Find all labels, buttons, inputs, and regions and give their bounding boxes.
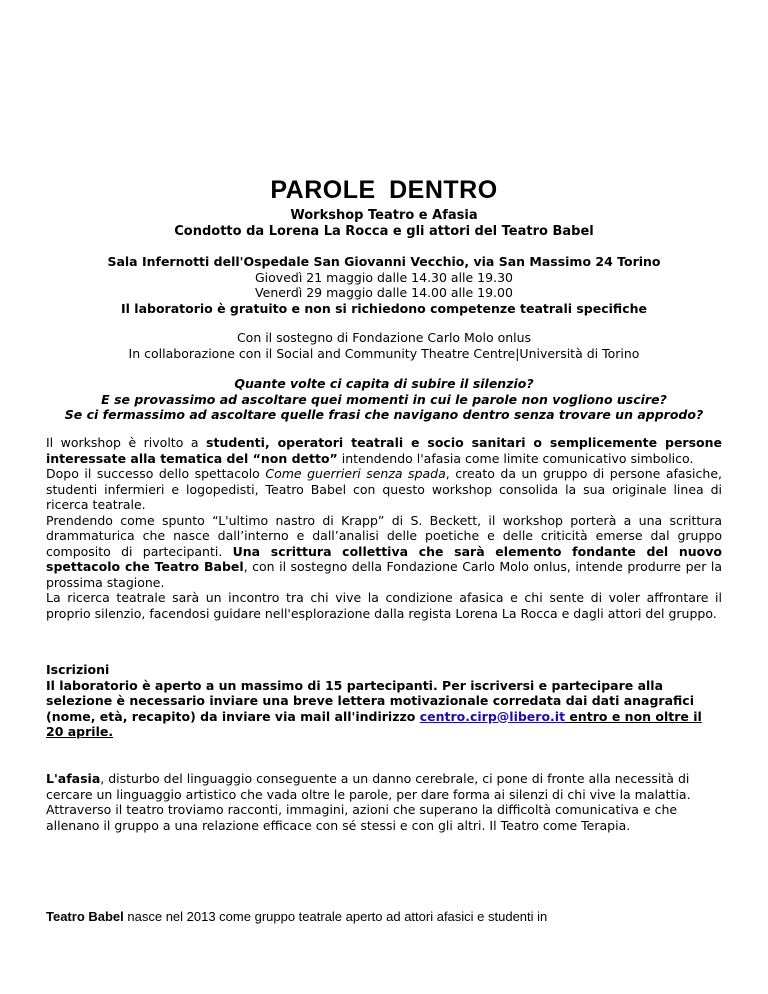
- afasia-paragraph: [46, 771, 722, 833]
- iscrizioni-deadline: entro e non oltre il 20 aprile.: [46, 708, 702, 739]
- intro-p2-tail: , creato da un gruppo di persone afasiche, studenti infermieri e logopedisti, Teatro Babel con questo workshop consolida la sua originale linea di ricerca teatrale.: [46, 466, 722, 512]
- intro-paragraph-2: [46, 466, 722, 513]
- intro-p2-text: Dopo il successo dello spettacolo: [46, 466, 266, 481]
- iscrizioni-section: [46, 662, 722, 740]
- afasia-text: , disturbo del linguaggio conseguente a un danno cerebrale, ci pone di fronte alla necessità di cercare un linguaggio artistico che vada oltre le parole, per dare forma ai silenzi di chi vive la malattia. Attraverso il teatro troviamo racconti, immagini, azioni che superano la difficoltà comunicativa e che allenano il gruppo a una relazione efficace con sé stessi e con gli altri. Il Teatro come Terapia.: [46, 771, 691, 833]
- intro-paragraph-4: La ricerca teatrale sarà un incontro tra chi vive la condizione afasica e chi sente di voler affrontare il proprio silenzio, facendosi guidare nell'esplorazione dalla regista Lorena La Rocca e dagli attori del gruppo.: [46, 590, 722, 621]
- venue-date-2: Venerdì 29 maggio dalle 14.00 alle 19.00: [255, 285, 513, 300]
- intro-paragraph-3: [46, 513, 722, 591]
- conductor-subtitle: Condotto da Lorena La Rocca e gli attori del Teatro Babel: [174, 224, 594, 239]
- venue-free-note: Il laboratorio è gratuito e non si richiedono competenze teatrali specifiche: [121, 300, 647, 316]
- question-3: Se ci fermassimo ad ascoltare quelle frasi che navigano dentro senza trovare un approdo?: [64, 407, 704, 422]
- show-title: Come guerrieri senza spada: [265, 466, 446, 481]
- questions-block: [0, 376, 768, 423]
- support-line-2: In collaborazione con il Social and Community Theatre Centre|Università di Torino: [128, 345, 640, 361]
- intro-p3-tail: , con il sostegno della Fondazione Carlo Molo onlus, intende produrre per la prossima stagione.: [46, 559, 722, 590]
- afasia-section: [46, 771, 722, 833]
- intro-p3-text: Prendendo come spunto “L'ultimo nastro di Krapp” di S. Beckett, il workshop porterà a una scrittura drammaturica che nasce dall’interno e dall’analisi delle poetiche e delle criticità emerse dal gruppo composito di partecipanti.: [46, 512, 722, 559]
- afasia-lead: L'afasia: [46, 771, 101, 786]
- document-title: PAROLE DENTRO: [270, 176, 498, 204]
- babel-lead: Teatro Babel: [46, 909, 124, 924]
- subtitle-block: [0, 208, 768, 240]
- babel-text: nasce nel 2013 come gruppo teatrale aperto ad attori afasici e studenti in: [123, 909, 548, 924]
- email-link[interactable]: centro.cirp@libero.it: [419, 708, 566, 724]
- babel-paragraph: [46, 909, 722, 925]
- intro-p3-bold: Una scrittura collettiva che sarà elemento fondante del nuovo spettacolo che Teatro Babel: [46, 543, 722, 574]
- intro-paragraph-1: [46, 435, 722, 466]
- intro-section: [46, 435, 722, 621]
- question-1: Quante volte ci capita di subire il silenzio?: [234, 376, 534, 391]
- iscrizioni-body: Il laboratorio è aperto a un massimo di 15 partecipanti. Per iscriversi e partecipare alla selezione è necessario inviare una breve lettera motivazionale corredata dai dati anagrafici (nome, età, recapito) da inviare via mail all'indirizzo: [46, 677, 694, 724]
- iscrizioni-heading: Iscrizioni: [46, 662, 110, 677]
- iscrizioni-text: [46, 678, 722, 740]
- intro-p1-tail: intendendo l'afasia come limite comunicativo simbolico.: [337, 450, 694, 466]
- venue-block: [0, 254, 768, 316]
- venue-date-1: Giovedì 21 maggio dalle 14.30 alle 19.30: [255, 269, 513, 285]
- intro-p1-text: Il workshop è rivolto a: [46, 435, 207, 450]
- support-line-1: Con il sostegno di Fondazione Carlo Molo onlus: [236, 330, 532, 345]
- support-block: [0, 330, 768, 361]
- venue-place: Sala Infernotti dell'Ospedale San Giovanni Vecchio, via San Massimo 24 Torino: [107, 254, 661, 269]
- babel-section: [46, 909, 722, 925]
- question-2: E se provassimo ad ascoltare quei momenti in cui le parole non vogliono uscire?: [101, 391, 667, 407]
- intro-p1-bold: studenti, operatori teatrali e socio sanitari o semplicemente persone interessate alla tematica del “non detto”: [46, 435, 722, 466]
- workshop-subtitle: Workshop Teatro e Afasia: [290, 208, 478, 223]
